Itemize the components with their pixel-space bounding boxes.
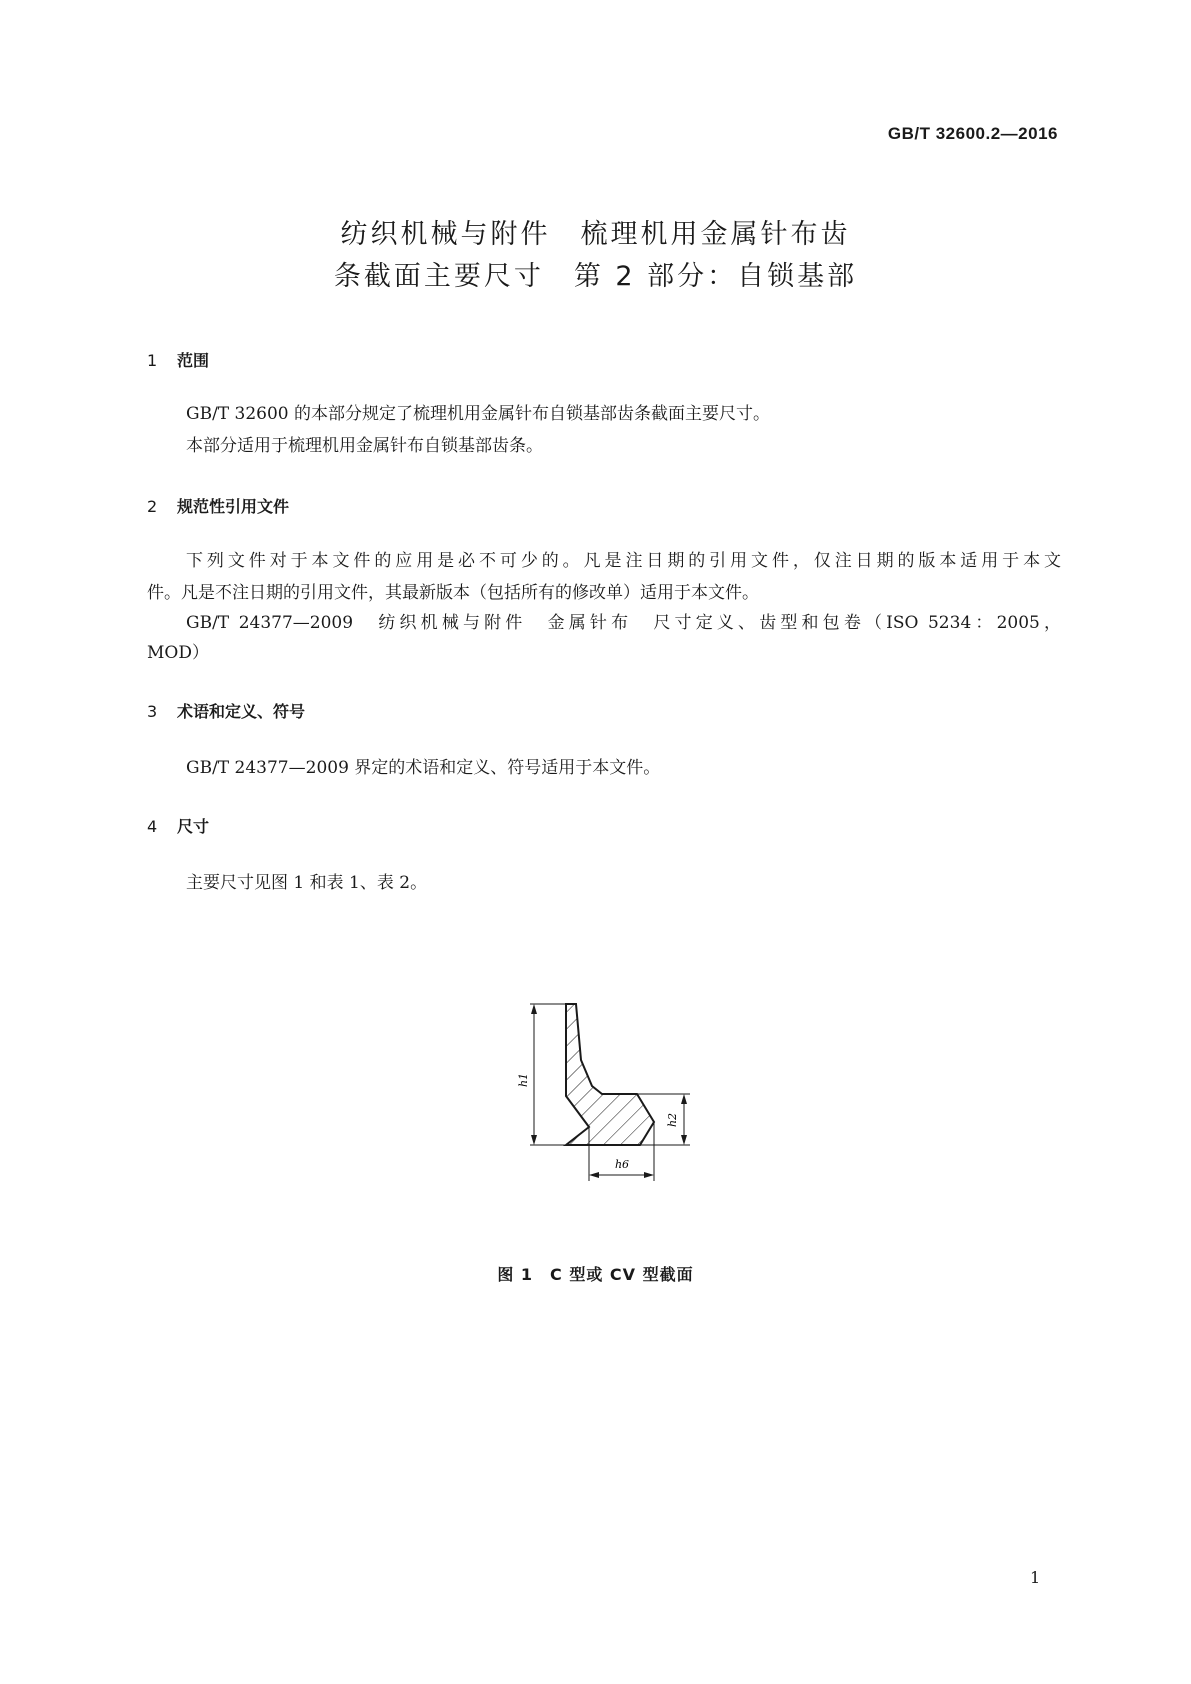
- paragraph: GB/T 24377—2009 界定的术语和定义、符号适用于本文件。: [186, 758, 661, 778]
- section-number: 3: [147, 702, 158, 721]
- standard-number: GB/T 32600.2—2016: [887, 124, 1058, 143]
- section-number: 4: [147, 817, 158, 836]
- document-title-line-1: 纺织机械与附件 梳理机用金属针布齿: [340, 219, 851, 250]
- section-title: 范围: [177, 351, 210, 370]
- paragraph: GB/T 32600 的本部分规定了梳理机用金属针布自锁基部齿条截面主要尺寸。: [186, 404, 771, 424]
- section-title: 术语和定义、符号: [177, 702, 306, 721]
- reference-entry: GB/T 24377—2009 纺织机械与附件 金属针布 尺寸定义、齿型和包卷（ISO 5234：2005，: [186, 613, 1061, 633]
- figure-caption: 图 1 C 型或 CV 型截面: [497, 1265, 694, 1284]
- section-number: 2: [147, 497, 158, 516]
- page-number: 1: [1030, 1568, 1041, 1587]
- reference-entry-continuation: MOD）: [147, 643, 209, 663]
- paragraph: 件。凡是不注日期的引用文件，其最新版本（包括所有的修改单）适用于本文件。: [147, 583, 759, 603]
- paragraph: 主要尺寸见图 1 和表 1、表 2。: [186, 873, 428, 893]
- h2-label: h2: [666, 1112, 679, 1128]
- tooth-profile: [566, 1004, 654, 1145]
- document-title-line-2: 条截面主要尺寸 第 2 部分：自锁基部: [333, 261, 858, 292]
- h1-label: h1: [517, 1072, 530, 1088]
- section-title: 尺寸: [177, 817, 210, 836]
- paragraph: 本部分适用于梳理机用金属针布自锁基部齿条。: [186, 436, 543, 456]
- paragraph: 下列文件对于本文件的应用是必不可少的。凡是注日期的引用文件，仅注日期的版本适用于本文: [186, 551, 1061, 571]
- h6-label: h6: [614, 1158, 630, 1171]
- section-number: 1: [147, 351, 158, 370]
- section-title: 规范性引用文件: [177, 497, 290, 516]
